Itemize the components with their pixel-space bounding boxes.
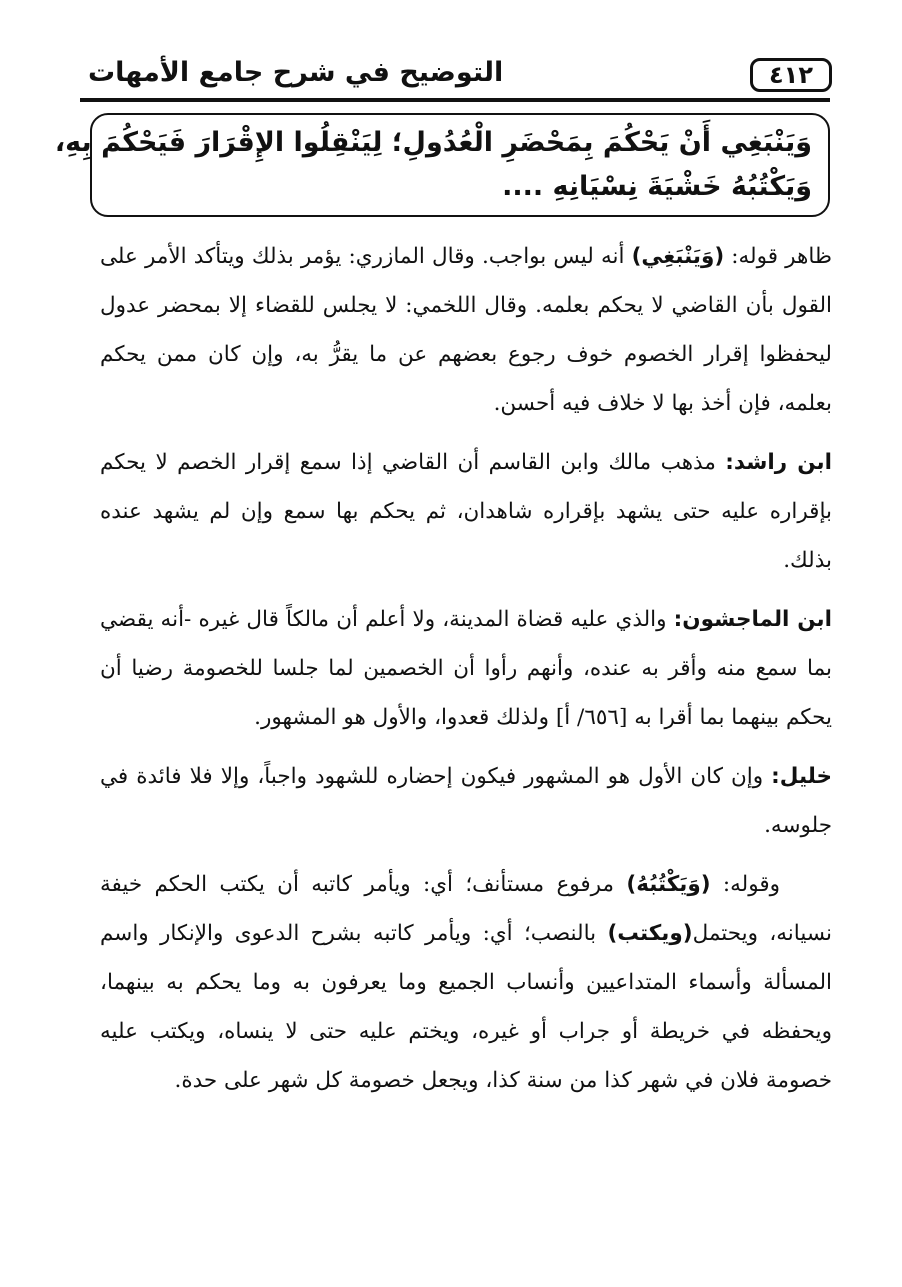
scholar-name: ابن الماجشون: <box>673 607 832 632</box>
matn-line: وَيَنْبَغِي أَنْ يَحْكُمَ بِمَحْضَرِ الْعُدُولِ؛ لِيَنْقِلُوا الإِقْرَارَ فَيَحْكُمَ بِهِ، <box>54 127 812 158</box>
commentary-text <box>100 232 832 1115</box>
paragraph-text: ظاهر قوله: <box>724 244 832 269</box>
book-title: التوضيح في شرح جامع الأمهات <box>88 57 504 88</box>
quoted-term: (ويكتب) <box>607 921 693 946</box>
paragraph-text: أنه ليس بواجب. وقال المازري: يؤمر بذلك ويتأكد الأمر على القول بأن القاضي لا يحكم بعلمه. وقال اللخمي: لا يجلس للقضاء إلا بمحضر عدول ليحفظوا إقرار الخصوم خوف رجوع بعضهم عن ما يقرُّ به، وإن كان ممن يحكم بعلمه، فإن أخذ بها لا خلاف فيه أحسن. <box>100 244 832 416</box>
paragraph <box>100 595 832 742</box>
paragraph-text: مرفوع مستأنف؛ أي: ويأمر كاتبه أن يكتب الحكم خيفة نسيانه، ويحتمل <box>100 872 832 946</box>
paragraph <box>100 860 832 1105</box>
matn-box <box>54 113 830 217</box>
paragraph-text: وقوله: <box>710 872 780 897</box>
page-number: ٤١٢ <box>750 58 832 92</box>
paragraph <box>100 232 832 428</box>
quoted-term: (وَيَنْبَغِي) <box>631 244 725 269</box>
paragraph-text: والذي عليه قضاة المدينة، ولا أعلم أن مالكاً قال غيره -أنه يقضي بما سمع منه وأقر به عنده، وأنهم رأوا أن الخصمين لما جلسا للخصومة رضيا أن يحكم بينهما بما أقرا به [٦٥٦/ أ] ولذلك قعدوا، والأول هو المشهور. <box>100 607 832 730</box>
page-header <box>80 52 830 102</box>
quoted-term: (وَيَكْتُبُهُ) <box>626 872 711 897</box>
matn-line: وَيَكْتُبُهُ خَشْيَةَ نِسْيَانِهِ .... <box>502 171 812 202</box>
scholar-name: خليل: <box>771 764 832 789</box>
paragraph-text: وإن كان الأول هو المشهور فيكون إحضاره للشهود واجباً، وإلا فلا فائدة في جلوسه. <box>100 764 832 838</box>
paragraph-text: مذهب مالك وابن القاسم أن القاضي إذا سمع إقرار الخصم لا يحكم بإقراره عليه حتى يشهد بإقراره شاهدان، ثم يحكم بها سمع وإن لم يشهد عنده بذلك. <box>100 450 832 573</box>
paragraph <box>100 752 832 850</box>
paragraph-text: بالنصب؛ أي: ويأمر كاتبه بشرح الدعوى والإنكار واسم المسألة وأسماء المتداعيين وأنساب الجميع وما يعرفون به وما يحكم به بينهما، ويحفظه في خريطة أو جراب أو غيره، ويختم عليه حتى لا ينساه، ويكتب عليه خصومة فلان في شهر كذا من سنة كذا، ويجعل خصومة كل شهر على حدة. <box>100 921 832 1093</box>
paragraph <box>100 438 832 585</box>
scholar-name: ابن راشد: <box>725 450 832 475</box>
